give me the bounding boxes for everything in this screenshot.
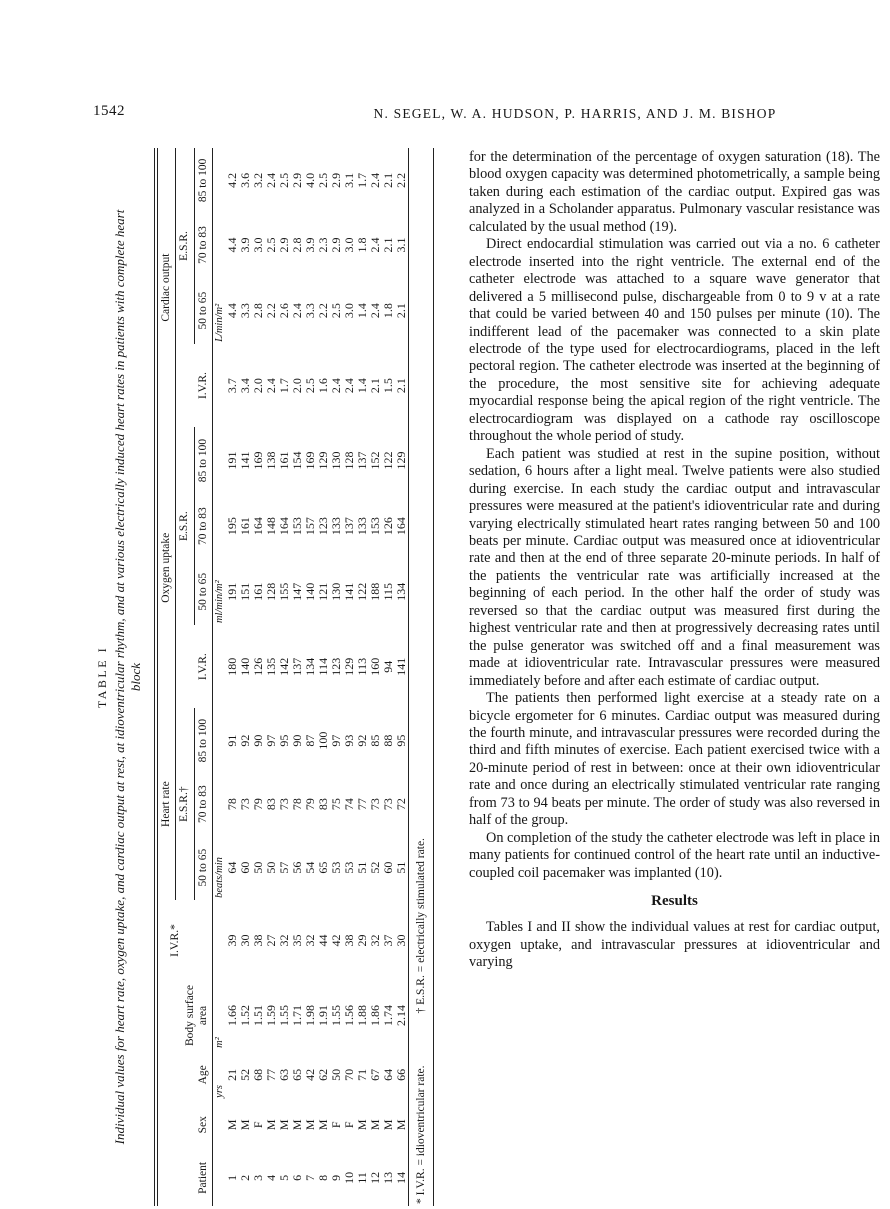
- data-cell: 3.0: [342, 237, 357, 253]
- col-header-ivr-star: I.V.R.*: [169, 924, 182, 957]
- data-cell: 161: [277, 451, 292, 470]
- data-cell: M: [290, 1119, 305, 1131]
- unit-cell-cardiac-output: L/min/m²: [214, 303, 226, 342]
- table-title-block: [95, 148, 145, 1206]
- data-cell: 195: [225, 517, 240, 536]
- table-caption: Individual values for heart rate, oxygen uptake, and cardiac output at rest, at idioventricular rhythm, and at various electrically induced heart rates in patients with complete heart block: [112, 209, 144, 1145]
- data-cell: M: [394, 1119, 409, 1131]
- data-cell: 2.1: [368, 378, 383, 394]
- data-cell: 2.2: [264, 303, 279, 319]
- data-cell: 122: [381, 451, 396, 470]
- data-cell: 1.71: [290, 1004, 305, 1026]
- data-cell: 137: [355, 451, 370, 470]
- data-cell: 51: [355, 861, 370, 874]
- data-cell: 1.98: [303, 1004, 318, 1026]
- paragraph: The patients then performed light exercise at a steady rate on a bicycle ergometer for 6 minutes. Cardiac output was measured during the fourth minute, and intravascular pressures were recorded during the third and fifth minutes of exercise. Each patient exercised twice with a 20-minute period of rest in between: once at their own idioventricular rate and once during an electrically stimulated ventricular rate ranging from 73 to 94 beats per minute. The order of study was also reversed in half of the group.: [469, 690, 880, 829]
- unit-cell: [213, 427, 227, 494]
- data-cell: 2: [238, 1174, 253, 1181]
- data-cell: 191: [225, 582, 240, 601]
- data-cell: 37: [381, 934, 396, 947]
- range-header: 50 to 65: [197, 848, 210, 887]
- unit-cell: [213, 708, 227, 773]
- data-cell: 1.51: [251, 1004, 266, 1026]
- data-cell: 141: [238, 451, 253, 470]
- paragraph: Direct endocardial stimulation was carried out via a no. 6 catheter electrode inserted into the right ventricle. The external end of the catheter electrode was attached to a square wave generator that delivered a 5 millisecond pulse, dischargeable from 0 to 9 v at a rate that could be varied between 40 and 150 pulses per minute (10). The indifferent lead of the pacemaker was connected to a skin plate electrode of the type used for electrocardiograms, placed in the left pectoral region. The catheter electrode was inserted at the beginning of the procedure, the most sensitive site for achieving adequate myocardial response being the apical region of the right ventricle. The electrocardiogram was displayed on a cathode ray oscilloscope throughout the whole period of study.: [469, 236, 880, 445]
- data-cell: 123: [316, 517, 331, 536]
- col-header-sex: Sex: [197, 1116, 210, 1134]
- range-header: 50 to 65: [197, 291, 210, 330]
- data-cell: 77: [264, 1068, 279, 1081]
- data-cell: 72: [394, 798, 409, 811]
- data-cell: 77: [355, 798, 370, 811]
- paragraph: Each patient was studied at rest in the supine position, without sedation, 6 hours after a light meal. Twelve patients were also studied during exercise. In each study the cardiac output and intravascular pressures were measured at the patient's idioventricular rate and during varying electrically stimulated heart rates ranging between 50 and 100 beats per minute. Cardiac output was measured once at idioventricular rate and then at the end of three separate 20-minute periods. In half of the patients the ventricular rate was artificially increased at the beginning of each period. In the other half the order of study was reversed so that the cardiac output was measured first during the highest ventricular rate and then at progressively decreasing rates until the pulse generator was switched off and a final measurement was made at idioventricular rate. Intravascular pressures were measured immediately before and after each estimate of cardiac output.: [469, 445, 880, 689]
- data-cell: 2.2: [316, 303, 331, 319]
- col-header-age: Age: [197, 1065, 210, 1085]
- data-cell: 65: [316, 861, 331, 874]
- data-cell: 73: [277, 798, 292, 811]
- data-cell: 64: [381, 1068, 396, 1081]
- data-cell: 133: [355, 517, 370, 536]
- range-header: 85 to 100: [197, 718, 210, 763]
- data-cell: 38: [342, 934, 357, 947]
- data-cell: 67: [368, 1068, 383, 1081]
- data-cell: M: [225, 1119, 240, 1131]
- range-header: 70 to 83: [197, 785, 210, 823]
- data-cell: 2.5: [329, 303, 344, 319]
- data-cell: 90: [251, 734, 266, 747]
- data-cell: 73: [238, 798, 253, 811]
- data-cell: 56: [290, 861, 305, 874]
- data-cell: 30: [394, 934, 409, 947]
- data-cell: 1.7: [355, 172, 370, 188]
- data-cell: 2.9: [290, 172, 305, 188]
- data-cell: 2.4: [264, 172, 279, 188]
- data-cell: 2.9: [277, 237, 292, 253]
- data-cell: 1.8: [355, 237, 370, 253]
- data-cell: 1.55: [329, 1004, 344, 1026]
- data-cell: 3.1: [394, 237, 409, 253]
- data-cell: 2.8: [290, 237, 305, 253]
- data-cell: 155: [277, 582, 292, 601]
- data-cell: 32: [303, 934, 318, 947]
- data-cell: 3.0: [251, 237, 266, 253]
- data-cell: 2.1: [381, 172, 396, 188]
- data-cell: 2.5: [264, 237, 279, 253]
- data-cell: 2.6: [277, 303, 292, 319]
- data-cell: 3.9: [303, 237, 318, 253]
- data-cell: 68: [251, 1068, 266, 1081]
- data-cell: 2.14: [394, 1004, 409, 1026]
- unit-cell: [213, 773, 227, 835]
- data-cell: 2.1: [394, 378, 409, 394]
- data-cell: 73: [368, 798, 383, 811]
- data-cell: 1.56: [342, 1004, 357, 1026]
- data-cell: 1.4: [355, 303, 370, 319]
- data-cell: 42: [303, 1068, 318, 1081]
- data-cell: 180: [225, 657, 240, 676]
- data-cell: M: [316, 1119, 331, 1131]
- table-end-rule: [433, 148, 434, 1206]
- data-cell: 78: [225, 798, 240, 811]
- data-cell: 10: [342, 1171, 357, 1184]
- data-cell: 63: [277, 1068, 292, 1081]
- unit-cell-oxygen-uptake: ml/min/m²: [214, 580, 226, 624]
- data-cell: 128: [342, 451, 357, 470]
- data-cell: 153: [368, 517, 383, 536]
- data-cell: 83: [316, 798, 331, 811]
- data-cell: 1.74: [381, 1004, 396, 1026]
- data-cell: 164: [277, 517, 292, 536]
- data-cell: 2.5: [316, 172, 331, 188]
- data-cell: 87: [303, 734, 318, 747]
- data-cell: 4.2: [225, 172, 240, 188]
- data-cell: 71: [355, 1068, 370, 1081]
- data-cell: 3.0: [342, 303, 357, 319]
- data-cell: 53: [329, 861, 344, 874]
- data-cell: 52: [368, 861, 383, 874]
- data-cell: 140: [303, 582, 318, 601]
- data-cell: 74: [342, 798, 357, 811]
- patient-row: [395, 148, 409, 1206]
- data-cell: 2.0: [290, 378, 305, 394]
- data-cell: 134: [303, 657, 318, 676]
- data-cell: 2.1: [381, 237, 396, 253]
- data-cell: 1.8: [381, 303, 396, 319]
- data-cell: 66: [394, 1068, 409, 1081]
- data-cell: M: [368, 1119, 383, 1131]
- data-cell: 137: [290, 657, 305, 676]
- data-cell: 113: [355, 657, 370, 676]
- data-cell: 133: [329, 517, 344, 536]
- data-cell: 32: [277, 934, 292, 947]
- data-cell: 92: [238, 734, 253, 747]
- data-cell: M: [303, 1119, 318, 1131]
- data-cell: M: [264, 1119, 279, 1131]
- paragraph: for the determination of the percentage of oxygen saturation (18). The blood oxygen capacity was determined photometrically, a sample being taken during each estimation of the cardiac output. Expired gas was analyzed in a Scholander apparatus. Pulmonary vascular resistance was calculated by the usual method (19).: [469, 149, 880, 235]
- footnote-esr: † E.S.R. = electrically stimulated rate.: [415, 838, 428, 1014]
- data-cell: 95: [394, 734, 409, 747]
- data-cell: 79: [303, 798, 318, 811]
- data-cell: 13: [381, 1171, 396, 1184]
- range-header: 85 to 100: [197, 438, 210, 483]
- data-cell: 62: [316, 1068, 331, 1081]
- data-cell: 1.55: [277, 1004, 292, 1026]
- data-cell: 2.5: [303, 378, 318, 394]
- data-cell: 3.4: [238, 378, 253, 394]
- data-cell: 147: [290, 582, 305, 601]
- data-cell: 126: [251, 657, 266, 676]
- spacer-cell: [176, 344, 195, 427]
- data-cell: F: [342, 1121, 357, 1129]
- data-cell: 60: [238, 861, 253, 874]
- data-cell: 50: [329, 1068, 344, 1081]
- paragraph: Tables I and II show the individual values at rest for cardiac output, oxygen uptake, and intravascular pressures at idioventricular and varying: [469, 919, 880, 971]
- data-cell: 153: [290, 517, 305, 536]
- units-row: [213, 148, 227, 1206]
- data-cell: 85: [368, 734, 383, 747]
- data-cell: 4.0: [303, 172, 318, 188]
- col-header-bsa: Body surface area: [184, 984, 210, 1046]
- unit-cell: [213, 148, 227, 213]
- data-cell: 137: [342, 517, 357, 536]
- data-cell: 79: [251, 798, 266, 811]
- data-cell: 1: [225, 1174, 240, 1181]
- data-cell: 3.3: [303, 303, 318, 319]
- data-cell: 122: [355, 582, 370, 601]
- data-cell: 21: [225, 1068, 240, 1081]
- data-cell: 1.4: [355, 378, 370, 394]
- data-cell: 1.88: [355, 1004, 370, 1026]
- data-cell: 54: [303, 861, 318, 874]
- data-cell: 128: [264, 582, 279, 601]
- data-cell: 94: [381, 660, 396, 673]
- data-cell: 1.7: [277, 378, 292, 394]
- data-cell: 1.91: [316, 1004, 331, 1026]
- data-cell: 151: [238, 582, 253, 601]
- data-cell: 2.2: [394, 172, 409, 188]
- table-footnotes: [415, 148, 427, 1206]
- data-cell: 75: [329, 798, 344, 811]
- esr-header-hr: E.S.R.†: [176, 708, 195, 900]
- page-number: 1542: [93, 103, 125, 119]
- data-cell: 2.1: [394, 303, 409, 319]
- data-cell: 1.6: [316, 378, 331, 394]
- data-cell: 2.4: [368, 172, 383, 188]
- data-cell: 3.7: [225, 378, 240, 394]
- data-cell: 123: [329, 657, 344, 676]
- unit-cell: [213, 1100, 227, 1150]
- data-cell: 11: [355, 1172, 370, 1184]
- data-cell: 130: [329, 451, 344, 470]
- esr-header-o2: E.S.R.: [176, 427, 195, 625]
- data-cell: 188: [368, 582, 383, 601]
- data-cell: 169: [251, 451, 266, 470]
- data-cell: 152: [368, 451, 383, 470]
- spacer-cell: [176, 625, 195, 708]
- data-cell: 129: [342, 657, 357, 676]
- data-cell: 100: [316, 731, 331, 750]
- data-cell: 1.5: [381, 378, 396, 394]
- unit-cell: [213, 213, 227, 278]
- data-cell: 3.3: [238, 303, 253, 319]
- range-header: 70 to 83: [197, 507, 210, 545]
- table-header: [156, 148, 213, 1206]
- data-cell: 130: [329, 582, 344, 601]
- data-cell: 161: [238, 517, 253, 536]
- data-cell: 65: [290, 1068, 305, 1081]
- data-cell: 78: [290, 798, 305, 811]
- unit-cell: [213, 344, 227, 427]
- data-cell: 2.4: [368, 303, 383, 319]
- data-cell: M: [277, 1119, 292, 1131]
- unit-cell-bsa: m²: [214, 1037, 226, 1048]
- data-cell: 27: [264, 934, 279, 947]
- data-cell: 92: [355, 734, 370, 747]
- data-cell: 4.4: [225, 237, 240, 253]
- data-cell: 148: [264, 517, 279, 536]
- group-header-heart-rate: Heart rate: [156, 708, 176, 900]
- data-cell: 2.0: [251, 378, 266, 394]
- header-row-groups: [156, 148, 176, 1206]
- data-cell: 12: [368, 1171, 383, 1184]
- group-header-oxygen-uptake: Oxygen uptake: [156, 427, 176, 708]
- data-cell: 3.2: [251, 172, 266, 188]
- data-cell: M: [238, 1119, 253, 1131]
- unit-cell: [213, 625, 227, 708]
- data-cell: 4: [264, 1174, 279, 1181]
- data-cell: 9: [329, 1174, 344, 1181]
- data-cell: 90: [290, 734, 305, 747]
- range-header: 85 to 100: [197, 158, 210, 203]
- unit-cell: [213, 900, 227, 981]
- data-cell: 50: [251, 861, 266, 874]
- data-cell: 83: [264, 798, 279, 811]
- data-cell: 129: [394, 451, 409, 470]
- range-header: 70 to 83: [197, 226, 210, 264]
- unit-cell-age: yrs: [214, 1084, 226, 1098]
- data-cell: 53: [342, 861, 357, 874]
- table-i-block: [95, 148, 469, 1206]
- data-cell: 38: [251, 934, 266, 947]
- data-cell: 169: [303, 451, 318, 470]
- data-cell: 1.59: [264, 1004, 279, 1026]
- data-cell: 121: [316, 582, 331, 601]
- data-cell: 6: [290, 1174, 305, 1181]
- data-cell: 30: [238, 934, 253, 947]
- data-cell: F: [329, 1121, 344, 1129]
- data-cell: 135: [264, 657, 279, 676]
- data-cell: 3.9: [238, 237, 253, 253]
- rotated-table-region: [95, 148, 469, 1206]
- data-cell: 2.4: [264, 378, 279, 394]
- data-cell: 141: [394, 657, 409, 676]
- data-cell: 191: [225, 451, 240, 470]
- data-cell: 39: [225, 934, 240, 947]
- footnote-ivr: * I.V.R. = idioventricular rate.: [415, 1065, 428, 1204]
- data-cell: 51: [394, 861, 409, 874]
- data-cell: 35: [290, 934, 305, 947]
- data-cell: 64: [225, 861, 240, 874]
- data-cell: 141: [342, 582, 357, 601]
- data-cell: 95: [277, 734, 292, 747]
- data-cell: 115: [381, 582, 396, 601]
- data-cell: 154: [290, 451, 305, 470]
- unit-cell: [213, 1150, 227, 1206]
- table-i: [154, 148, 410, 1206]
- results-heading: Results: [651, 893, 698, 910]
- data-cell: 164: [394, 517, 409, 536]
- data-cell: 1.66: [225, 1004, 240, 1026]
- data-cell: 42: [329, 934, 344, 947]
- data-cell: 2.4: [342, 378, 357, 394]
- data-cell: 126: [381, 517, 396, 536]
- data-cell: 93: [342, 734, 357, 747]
- data-cell: 134: [394, 582, 409, 601]
- data-cell: 1.52: [238, 1004, 253, 1026]
- unit-cell-heart-rate: beats/min: [214, 857, 226, 898]
- data-cell: 2.3: [316, 237, 331, 253]
- data-cell: 91: [225, 734, 240, 747]
- data-cell: M: [381, 1119, 396, 1131]
- data-cell: F: [251, 1121, 266, 1129]
- data-cell: 1.86: [368, 1004, 383, 1026]
- data-cell: 5: [277, 1174, 292, 1181]
- data-cell: 32: [368, 934, 383, 947]
- data-cell: 2.9: [329, 237, 344, 253]
- range-header: 50 to 65: [197, 572, 210, 611]
- data-cell: M: [355, 1119, 370, 1131]
- data-cell: 14: [394, 1171, 409, 1184]
- data-cell: 140: [238, 657, 253, 676]
- data-cell: 3.6: [238, 172, 253, 188]
- data-cell: 2.4: [290, 303, 305, 319]
- data-cell: 138: [264, 451, 279, 470]
- group-header-cardiac-output: Cardiac output: [156, 148, 176, 427]
- col-header-patient: Patient: [197, 1161, 210, 1194]
- esr-header-co: E.S.R.: [176, 148, 195, 344]
- data-cell: 97: [329, 734, 344, 747]
- data-cell: 44: [316, 934, 331, 947]
- data-cell: 88: [381, 734, 396, 747]
- data-cell: 2.4: [329, 378, 344, 394]
- table-label: TABLE I: [95, 645, 109, 709]
- data-cell: 7: [303, 1174, 318, 1181]
- data-cell: 142: [277, 657, 292, 676]
- data-cell: 2.4: [368, 237, 383, 253]
- data-cell: 50: [264, 861, 279, 874]
- data-cell: 129: [316, 451, 331, 470]
- data-cell: 73: [381, 798, 396, 811]
- ivr-subheader-co: I.V.R.: [197, 372, 210, 400]
- article-column: [469, 149, 880, 972]
- data-cell: 157: [303, 517, 318, 536]
- data-cell: 57: [277, 861, 292, 874]
- paragraph: On completion of the study the catheter electrode was left in place in many patients for continued control of the heart rate until an inductive-coupled coil pacemaker was implanted (10).: [469, 829, 880, 881]
- unit-cell: [213, 494, 227, 559]
- data-cell: 8: [316, 1174, 331, 1181]
- data-cell: 4.4: [225, 303, 240, 319]
- data-cell: 3: [251, 1174, 266, 1181]
- data-cell: 3.1: [342, 172, 357, 188]
- data-cell: 114: [316, 657, 331, 676]
- data-cell: 60: [381, 861, 396, 874]
- data-cell: 52: [238, 1068, 253, 1081]
- data-cell: 29: [355, 934, 370, 947]
- running-head: N. SEGEL, W. A. HUDSON, P. HARRIS, AND J. M. BISHOP: [373, 106, 777, 121]
- data-cell: 2.8: [251, 303, 266, 319]
- data-cell: 160: [368, 657, 383, 676]
- data-cell: 161: [251, 582, 266, 601]
- data-cell: 97: [264, 734, 279, 747]
- data-cell: 2.9: [329, 172, 344, 188]
- table-body: [213, 148, 409, 1206]
- ivr-subheader-o2: I.V.R.: [197, 653, 210, 681]
- data-cell: 164: [251, 517, 266, 536]
- data-cell: 70: [342, 1068, 357, 1081]
- data-cell: 2.5: [277, 172, 292, 188]
